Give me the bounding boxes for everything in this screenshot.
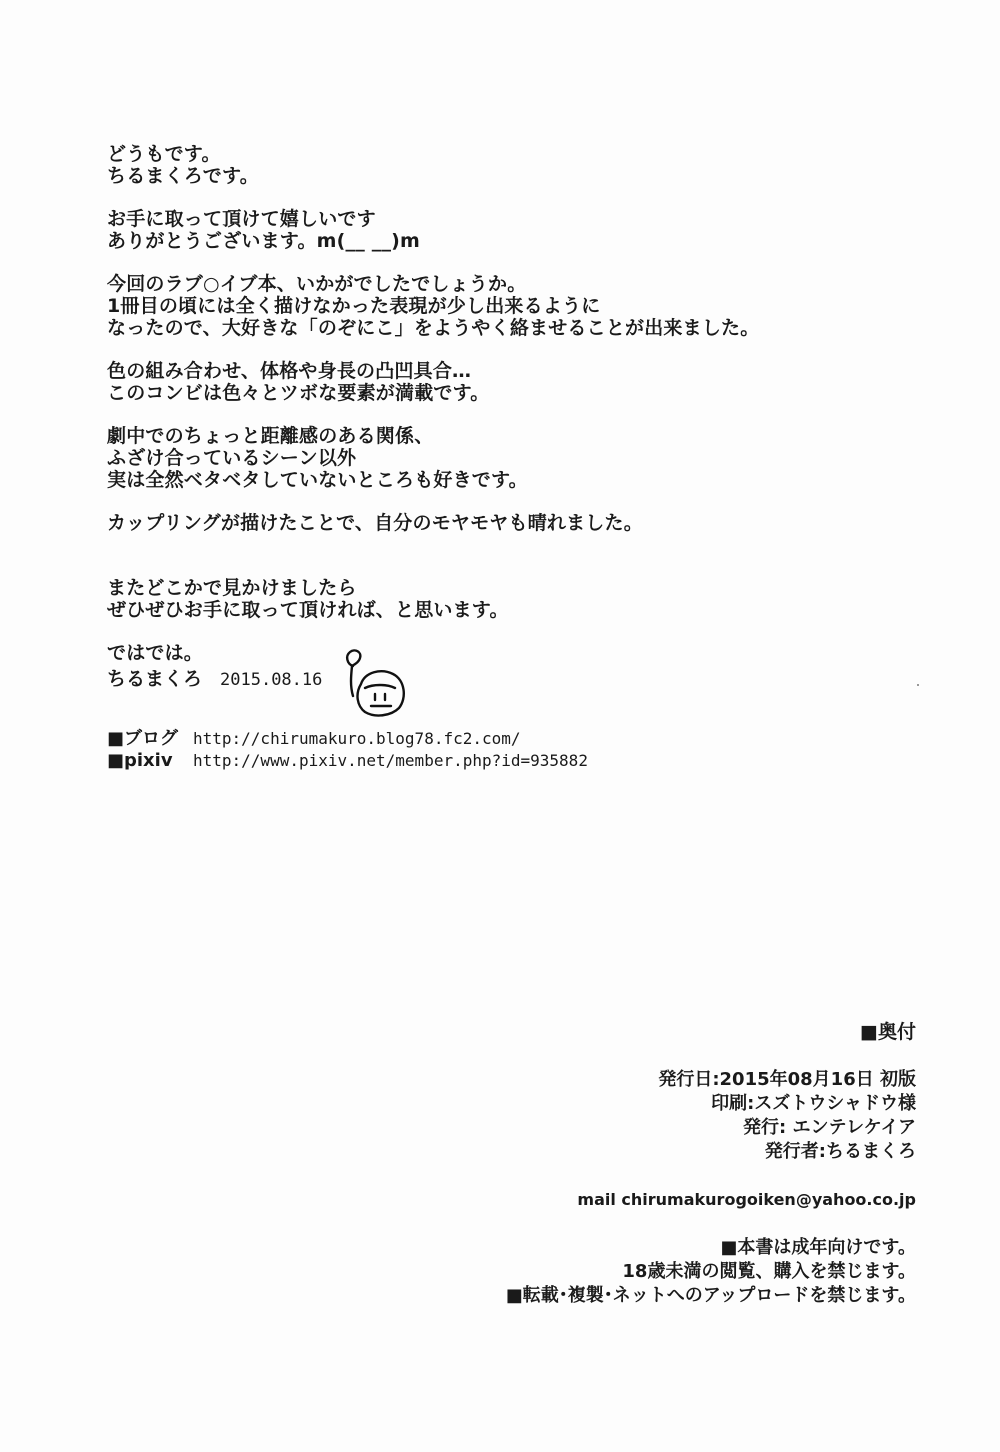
contact-mail: mail chirumakurogoiken@yahoo.co.jp	[577, 1190, 916, 1209]
text-line: ありがとうございます。m(__ __)m	[107, 230, 421, 252]
text-line: ふざけ合っているシーン以外	[107, 447, 357, 469]
adult-notice: ■本書は成年向けです。	[720, 1237, 916, 1258]
text-line: 実は全然ベタベタしていないところも好きです。	[107, 469, 528, 491]
paragraph-thanks	[107, 208, 807, 252]
colophon-title: ■奥付	[860, 1021, 916, 1043]
signature-date: 2015.08.16	[220, 670, 323, 690]
pixiv-link-row	[107, 750, 588, 772]
author-links	[107, 728, 588, 772]
text-line: このコンビは色々とツボな要素が満載です。	[107, 382, 490, 404]
text-line: カップリングが描けたことで、自分のモヤモヤも晴れました。	[107, 512, 643, 534]
issuer: 発行者:ちるまくろ	[764, 1141, 916, 1162]
text-line: 今回のラブ○イブ本、いかがでしたでしょうか。	[107, 273, 527, 295]
publish-date: 発行日:2015年08月16日 初版	[658, 1069, 916, 1090]
paragraph-relationship	[107, 425, 807, 491]
blog-label: ■ブログ	[107, 728, 179, 749]
scan-speck	[917, 684, 919, 686]
mascot-doodle-icon	[335, 646, 415, 722]
text-line: 色の組み合わせ、体格や身長の凸凹具合…	[107, 360, 472, 382]
printer: 印刷:スズトウシャドウ様	[711, 1093, 916, 1114]
pixiv-label: ■pixiv	[107, 750, 173, 771]
paragraph-bye	[107, 642, 807, 664]
paragraph-again	[107, 577, 807, 621]
paragraph-book	[107, 273, 807, 339]
copy-prohibition: ■転載･複製･ネットへのアップロードを禁じます。	[505, 1285, 916, 1306]
paragraph-coupling	[107, 512, 807, 534]
text-line: なったので、大好きな「のぞにこ」をようやく絡ませることが出来ました。	[107, 317, 760, 339]
age-restriction: 18歳未満の閲覧、購入を禁じます。	[622, 1261, 916, 1282]
pixiv-url: http://www.pixiv.net/member.php?id=935882	[193, 751, 588, 770]
text-line: お手に取って頂けて嬉しいです	[107, 208, 376, 230]
signature	[107, 666, 322, 693]
text-line: ちるまくろです。	[107, 165, 259, 187]
text-line: ぜひぜひお手に取って頂ければ、と思います。	[107, 599, 509, 621]
legal-notices	[506, 1236, 916, 1308]
publication-info	[658, 1068, 916, 1164]
text-line: 1冊目の頃には全く描けなかった表現が少し出来るように	[107, 295, 601, 317]
blog-link-row	[107, 728, 588, 750]
text-line: どうもです。	[107, 143, 221, 165]
colophon-heading-block	[860, 1020, 916, 1044]
paragraph-combo	[107, 360, 807, 404]
afterword	[107, 143, 807, 664]
author-name: ちるまくろ	[107, 668, 203, 690]
publisher: 発行: エンテレケイア	[743, 1117, 916, 1138]
text-line: ではでは。	[107, 642, 204, 664]
text-line: またどこかで見かけましたら	[107, 577, 357, 599]
text-line: 劇中でのちょっと距離感のある関係、	[107, 425, 434, 447]
blog-url: http://chirumakuro.blog78.fc2.com/	[193, 729, 521, 748]
paragraph-greeting	[107, 143, 807, 187]
